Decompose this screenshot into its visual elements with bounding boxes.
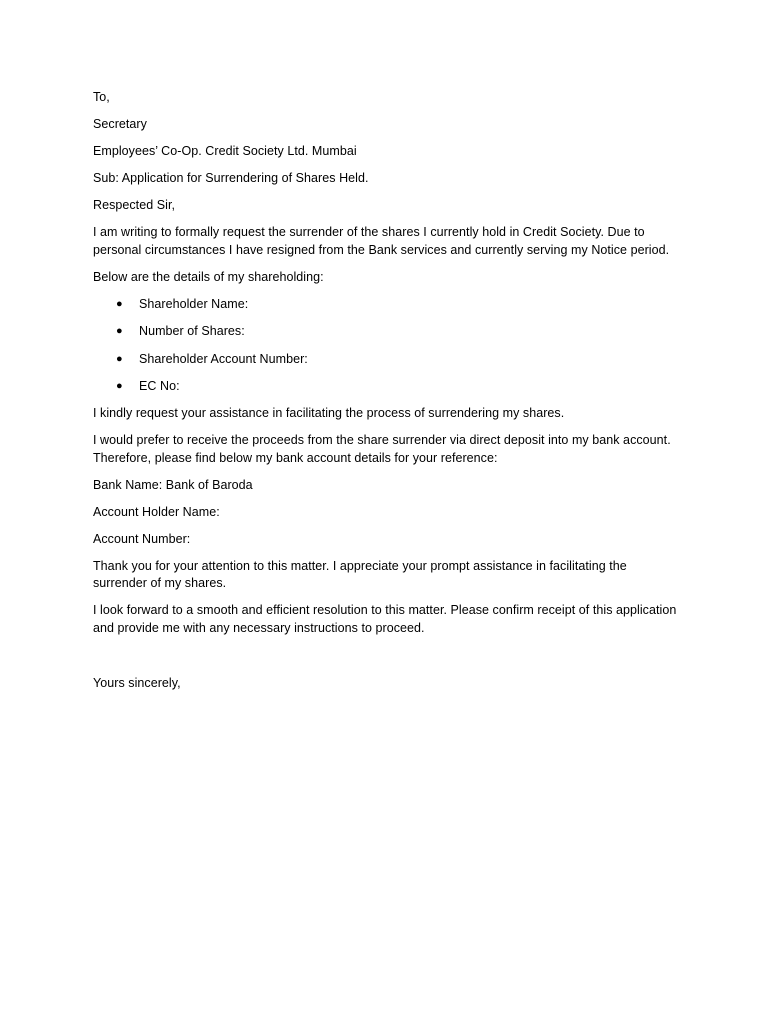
recipient-title: Secretary	[93, 117, 147, 131]
bank-name: Bank Name: Bank of Baroda	[93, 477, 253, 492]
bullet-icon: ●	[116, 325, 123, 337]
list-item	[93, 378, 683, 396]
list-item	[93, 351, 683, 369]
detail-label-ec-no: EC No:	[139, 379, 180, 393]
bullet-icon: ●	[116, 352, 123, 365]
greeting: Respected Sir,	[93, 198, 175, 212]
spacer	[93, 647, 683, 675]
bullet-icon: ●	[116, 380, 123, 392]
request-paragraph: I kindly request your assistance in facilitating the process of surrendering my shares.	[93, 406, 565, 420]
shareholding-details-list	[93, 296, 683, 396]
sign-off: Yours sincerely,	[93, 675, 181, 690]
detail-label-number-of-shares: Number of Shares:	[139, 324, 245, 338]
deposit-paragraph: I would prefer to receive the proceeds from the share surrender via direct deposit into my bank account. Therefore, please find below my bank account details for your reference:	[93, 433, 671, 465]
list-item	[93, 296, 683, 314]
details-heading: Below are the details of my shareholding:	[93, 269, 324, 284]
closing-paragraph: I look forward to a smooth and efficient resolution to this matter. Please confirm receipt of this application and provide me with any necessary instructions to proceed.	[93, 603, 677, 635]
thanks-paragraph: Thank you for your attention to this matter. I appreciate your prompt assistance in facilitating the surrender of my shares.	[93, 558, 627, 590]
recipient-organization: Employees’ Co-Op. Credit Society Ltd. Mumbai	[93, 144, 357, 158]
salutation-to: To,	[93, 90, 110, 104]
detail-label-account-number: Shareholder Account Number:	[139, 351, 308, 366]
account-holder-name: Account Holder Name:	[93, 504, 220, 519]
detail-label-shareholder-name: Shareholder Name:	[139, 296, 249, 311]
subject-line: Sub: Application for Surrendering of Shares Held.	[93, 171, 369, 185]
list-item	[93, 323, 683, 341]
bullet-icon: ●	[116, 297, 123, 310]
letter-body	[93, 89, 683, 702]
intro-paragraph: I am writing to formally request the surrender of the shares I currently hold in Credit Society. Due to personal circumstances I have resigned from the Bank services and currently serving my Notice period.	[93, 225, 670, 257]
account-number: Account Number:	[93, 531, 191, 546]
